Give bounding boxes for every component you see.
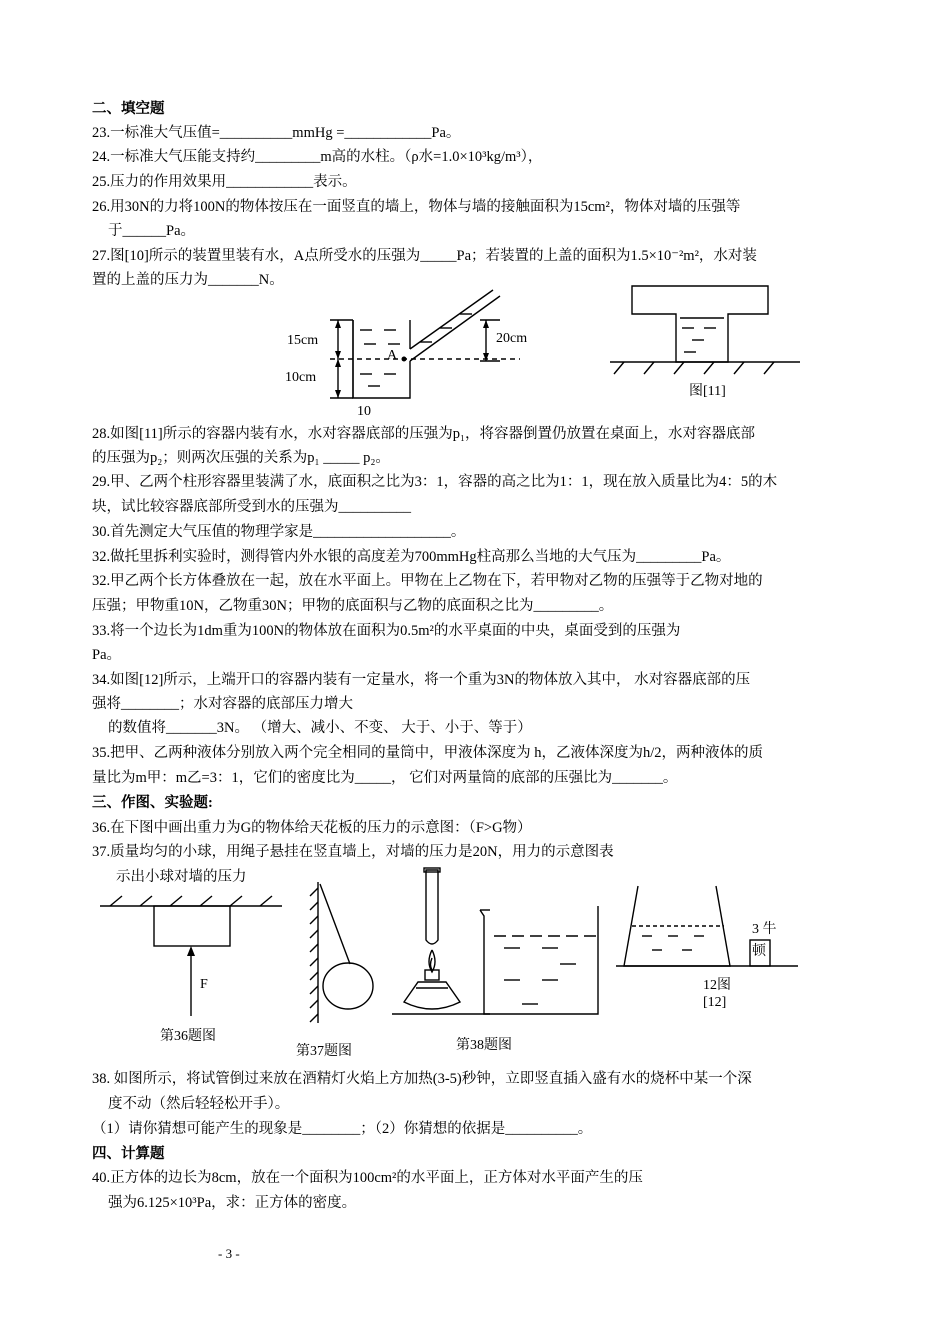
fig10-label-20cm: 20cm xyxy=(496,331,528,346)
question-29-line2: 块，试比较容器底部所受到水的压强为__________ xyxy=(92,499,411,515)
question-35-line2: 量比为m甲：m乙=3：1，它们的密度比为_____， 它们对两量筒的底部的压强比为_______。 xyxy=(92,770,678,786)
section-heading-draw: 三、作图、实验题: xyxy=(92,795,213,811)
figure-36 xyxy=(96,894,286,1024)
question-37-line2: 示出小球对墙的压力 xyxy=(116,869,247,885)
figure-37 xyxy=(298,878,378,1028)
figure-11 xyxy=(600,282,810,382)
figure-38 xyxy=(392,864,612,1029)
question-37-line1: 37.质量均匀的小球，用绳子悬挂在竖直墙上，对墙的压力是20N，用力的示意图表 xyxy=(92,844,614,860)
fig10-label-15cm: 15cm xyxy=(287,333,319,348)
question-34-line1: 34.如图[12]所示，上端开口的容器内装有一定量水，将一个重为3N的物体放入其中， 水对容器底部的压 xyxy=(92,672,751,688)
question-27-line2: 置的上盖的压力为_______N。 xyxy=(92,272,284,288)
fig10-caption: 10 xyxy=(357,404,371,419)
section-heading-fill: 二、填空题 xyxy=(92,101,165,117)
question-32a: 32.做托里拆利实验时，测得管内外水银的高度差为700mmHg柱高那么当地的大气压为_________Pa。 xyxy=(92,549,731,565)
section-heading-calc: 四、计算题 xyxy=(92,1146,165,1162)
figure-10 xyxy=(280,288,550,423)
fig11-caption: 图[11] xyxy=(689,384,726,399)
question-26-line1: 26.用30N的力将100N的物体按压在一面竖直的墙上，物体与墙的接触面积为15cm²，物体对墙的压强等 xyxy=(92,199,741,215)
fig10-label-10cm: 10cm xyxy=(285,370,317,385)
fig12-caption-2: [12] xyxy=(703,995,727,1010)
fig10-point-a: A xyxy=(387,348,398,363)
question-33-line2: Pa。 xyxy=(92,647,121,663)
question-27-line1: 27.图[10]所示的装置里装有水，A点所受水的压强为_____Pa；若装置的上盖的面积为1.5×10⁻²m²，水对装 xyxy=(92,248,757,264)
question-30: 30.首先测定大气压值的物理学家是___________________。 xyxy=(92,524,466,540)
question-24: 24.一标准大气压能支持约_________m高的水柱。（ρ水=1.0×10³kg/m³）， xyxy=(92,149,543,165)
question-35-line1: 35.把甲、乙两种液体分别放入两个完全相同的量筒中，甲液体深度为 h，乙液体深度为h/2，两种液体的质 xyxy=(92,745,764,761)
question-26-line2: 于______Pa。 xyxy=(108,223,195,239)
fig12-weight-label-2: 顿 xyxy=(752,944,766,959)
question-34-line2: 强将________；水对容器的底部压力增大 xyxy=(92,696,353,712)
fig37-caption: 第37题图 xyxy=(296,1044,352,1059)
question-29-line1: 29.甲、乙两个柱形容器里装满了水，底面积之比为3：1，容器的高之比为1：1，现在放入质量比为4：5的木 xyxy=(92,474,778,490)
question-36: 36.在下图中画出重力为G的物体给天花板的压力的示意图：（F>G物） xyxy=(92,820,532,836)
question-32b-line1: 32.甲乙两个长方体叠放在一起，放在水平面上。甲物在上乙物在下，若甲物对乙物的压强等于乙物对地的 xyxy=(92,573,763,589)
question-40-line1: 40.正方体的边长为8cm，放在一个面积为100cm²的水平面上，正方体对水平面产生的压 xyxy=(92,1170,643,1186)
question-32b-line2: 压强；甲物重10N，乙物重30N；甲物的底面积与乙物的底面积之比为_________。 xyxy=(92,598,614,614)
fig38-caption: 第38题图 xyxy=(456,1038,512,1053)
fig36-caption: 第36题图 xyxy=(160,1029,216,1044)
question-28-line1: 28.如图[11]所示的容器内装有水，水对容器底部的压强为p₁，将容器倒置仍放置在桌面上，水对容器底部 xyxy=(92,426,756,442)
question-38-line1: 38. 如图所示，将试管倒过来放在酒精灯火焰上方加热(3-5)秒钟，立即竖直插入盛有水的烧杯中某一个深 xyxy=(92,1071,752,1087)
fig36-force-label: F xyxy=(200,977,208,992)
page-number: - 3 - xyxy=(218,1246,240,1261)
question-40-line2: 强为6.125×10³Pa，求：正方体的密度。 xyxy=(108,1195,357,1211)
fig12-caption-1: 12图 xyxy=(703,978,731,993)
question-25: 25.压力的作用效果用____________表示。 xyxy=(92,174,357,190)
question-34-line3: 的数值将_______3N。 （增大、减小、不变、 大于、小于、等于） xyxy=(108,720,532,736)
question-38-line2: 度不动（然后轻轻松开手）。 xyxy=(108,1096,290,1112)
question-33-line1: 33.将一个边长为1dm重为100N的物体放在面积为0.5m²的水平桌面的中央，桌面受到的压强为 xyxy=(92,623,681,639)
question-23: 23.一标准大气压值=__________mmHg =____________Pa。 xyxy=(92,125,461,141)
question-38-line3: （1）请你猜想可能产生的现象是________；（2）你猜想的依据是__________。 xyxy=(92,1121,593,1137)
fig12-weight-label-1: 3 牛 xyxy=(752,922,777,937)
question-28-line2: 的压强为p₂；则两次压强的关系为p₁ _____ p₂。 xyxy=(92,450,390,466)
